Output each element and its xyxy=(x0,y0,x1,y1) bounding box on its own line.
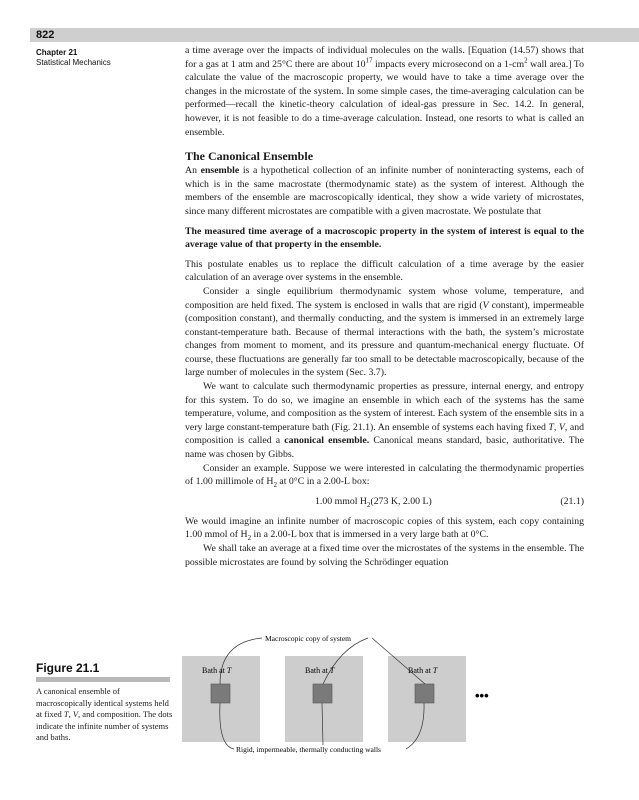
paragraph: We want to calculate such thermodynamic properties as pressure, internal energy, and entropy for this system. To do so, we imagine an ensemble in which each of the systems has the same temperature, volume, and composition as the system of interest. Each system of the ensemble sits in a very large constant-temperature bath (Fig. 21.1). An ensemble of systems each having fixed T, V, and composition is called a canonical ensemble. Canonical means standard, basic, authoritative. The name was chosen by Gibbs. xyxy=(185,381,584,461)
paragraph: Consider a single equilibrium thermodynamic system whose volume, temperature, and composition are held fixed. The system is enclosed in walls that are rigid (V constant), impermeable (composition constant), and thermally conducting, and the system is immersed in an extremely large constant-temperature bath. Because of thermal interactions with the bath, the system’s microstate changes from moment to moment, and its pressure and quantum-mechanical energy fluctuate. Of course, these fluctuations are generally far too small to be detectable macroscopically, because of the large number of molecules in the system (Sec. 3.7). xyxy=(185,285,584,379)
figure-rule xyxy=(36,677,170,682)
system-box xyxy=(313,684,332,703)
callout-walls: Rigid, impermeable, thermally conducting walls xyxy=(236,745,381,754)
paragraph: We would imagine an infinite number of macroscopic copies of this system, each copy containing 1.00 mmol of $H_2$ in a 2.00-L box that is immersed in a very large bath at 0°C. xyxy=(185,515,584,543)
callout-macroscopic-copy: Macroscopic copy of system xyxy=(265,634,352,643)
ellipsis-dots: ••• xyxy=(475,688,489,703)
section-heading: The Canonical Ensemble xyxy=(185,149,314,164)
chapter-label: Chapter 21 xyxy=(36,48,78,57)
figure-caption: A canonical ensemble of macroscopically identical systems held at fixed T, V, and composition. The dots indicate the infinite number of systems and baths. xyxy=(36,686,173,742)
equation-body: 1.00 mmol $H_2(273$ K, 2.00 L) xyxy=(315,495,432,509)
paragraph: This postulate enables us to replace the difficult calculation of a time average by the easier calculation of an average over systems in the ensemble. xyxy=(185,258,584,284)
paragraph: An ensemble is a hypothetical collection of an infinite number of noninteracting systems, each of which is in the same macrostate (thermodynamic state) as the system of interest. Although the members of the ensemble are macroscopically identical, they show a wide variety of microstates, since many different microstates are compatible with a given macrostate. We postulate that xyxy=(185,165,584,217)
page-header-bar xyxy=(30,28,639,42)
page-number: 822 xyxy=(36,29,55,41)
bath-label: Bath at T xyxy=(202,666,232,675)
canonical-ensemble-diagram xyxy=(170,628,500,763)
chapter-title: Statistical Mechanics xyxy=(36,58,111,67)
system-box xyxy=(211,684,230,703)
main-text xyxy=(185,44,584,569)
bath-label: Bath at T xyxy=(305,666,335,675)
figure-label: Figure 21.1 xyxy=(36,661,100,675)
paragraph: We shall take an average at a fixed time over the microstates of the systems in the ensemble. The possible microstates are found by solving the Schrödinger equation xyxy=(185,543,584,568)
bath-label: Bath at T xyxy=(408,666,438,675)
paragraph: Consider an example. Suppose we were interested in calculating the thermodynamic properties of 1.00 millimole of $H_2$ at 0°C in a 2.00-L box: xyxy=(185,462,584,490)
paragraph: a time average over the impacts of individual molecules on the walls. [Equation (14.57) shows that for a gas at 1 atm and 25°C there are about $10^{17}$ impacts every microsecond on a $1-cm^2$ wall area.] To calculate the value of the macroscopic property, we would have to take a time average over the changes in the microstate of the system. In some simple cases, the time-averaging calculation can be performed—recall the kinetic-theory calculation of ideal-gas pressure in Sec. 14.2. In general, however, it is not feasible to do a time-average calculation. Instead, one resorts to what is called an ensemble. xyxy=(185,45,584,138)
system-box xyxy=(415,684,434,703)
equation-21-1 xyxy=(185,495,584,511)
equation-number: (21.1) xyxy=(560,495,584,507)
postulate: The measured time average of a macroscopic property in the system of interest is equal to the average value of that property in the ensemble. xyxy=(185,225,584,251)
